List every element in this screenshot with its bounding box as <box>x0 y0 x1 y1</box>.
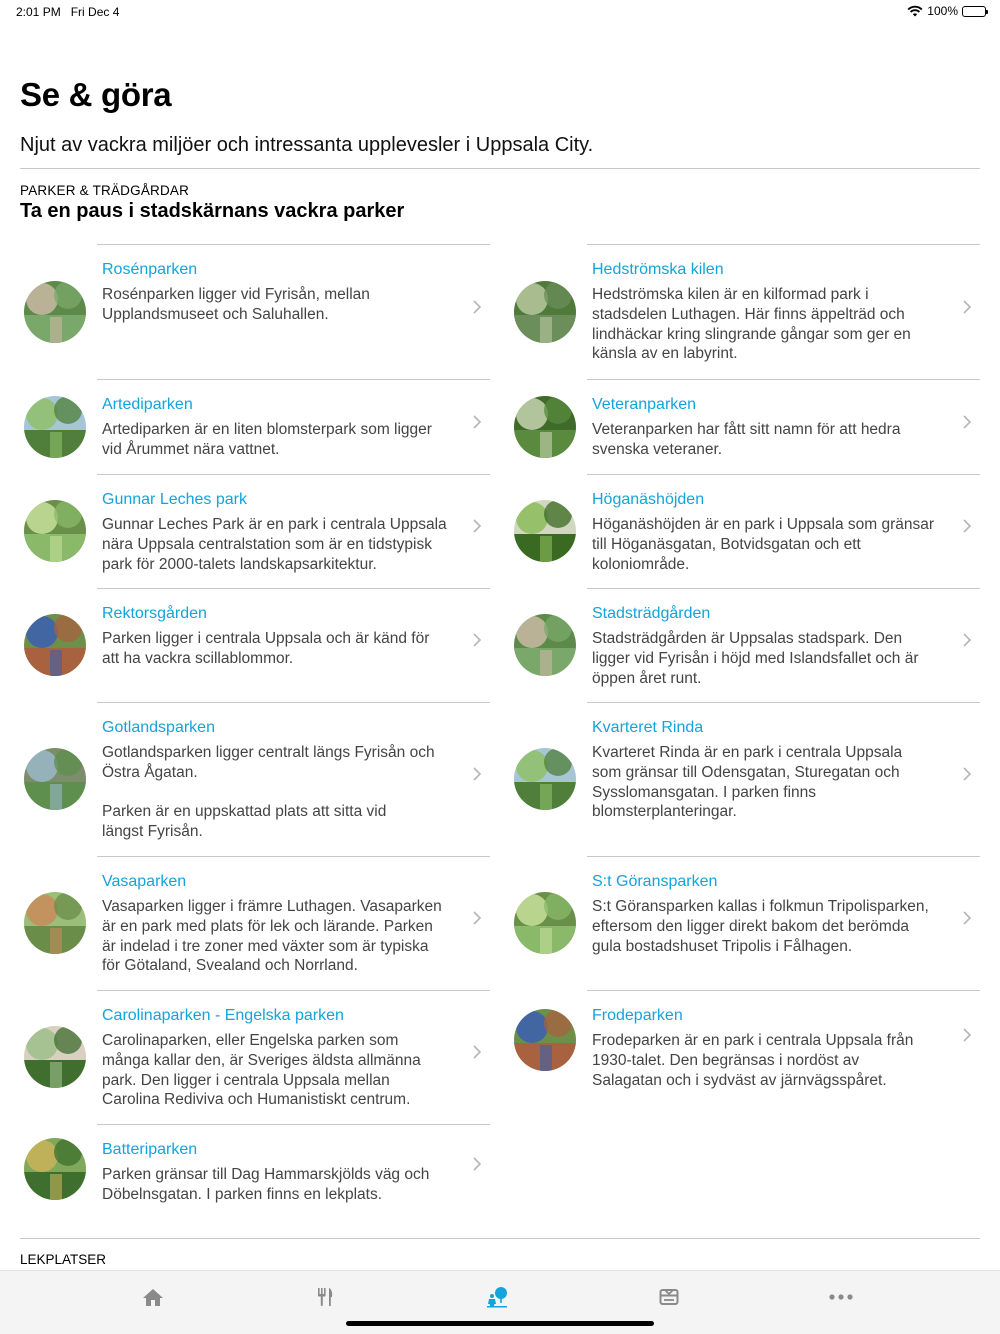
park-description: Carolinaparken, eller Engelska parken som många kallar den, är Sveriges äldsta allmänna park. Den ligger i centrala Uppsala mellan Carolina Rediviva och Humanistiskt centrum. <box>102 1032 421 1109</box>
chevron-right-icon <box>472 910 482 926</box>
park-title: Vasaparken <box>102 873 187 890</box>
tab-tickets[interactable] <box>655 1285 683 1309</box>
park-title: Carolinaparken - Engelska parken <box>102 1007 344 1024</box>
park-list-item[interactable] <box>20 588 490 702</box>
park-list-item[interactable] <box>20 990 490 1124</box>
status-right <box>907 4 986 18</box>
row-separator <box>587 702 980 703</box>
row-separator <box>97 244 490 245</box>
chevron-right-icon <box>962 1027 972 1043</box>
home-icon <box>142 1287 164 1307</box>
chevron-right-icon <box>472 299 482 315</box>
park-title: Frodeparken <box>592 1007 683 1024</box>
park-title: Batteriparken <box>102 1141 198 1158</box>
park-thumbnail <box>24 748 86 810</box>
row-separator <box>97 588 490 589</box>
park-thumbnail <box>24 281 86 343</box>
park-thumbnail <box>514 614 576 676</box>
park-description: Gunnar Leches Park är en park i centrala Uppsala nära Uppsala centralstation som är en tidstypisk park för 2000-talets landskapsarkitektur. <box>102 516 447 573</box>
park-list-item[interactable] <box>510 702 980 856</box>
park-title: Artediparken <box>102 396 193 413</box>
park-thumbnail <box>24 1026 86 1088</box>
row-separator <box>97 474 490 475</box>
chevron-right-icon <box>472 766 482 782</box>
park-description: Parken ligger i centrala Uppsala och är känd för att ha vackra scillablommor. <box>102 630 430 667</box>
park-title: Veteranparken <box>592 396 697 413</box>
park-thumbnail <box>514 500 576 562</box>
section-label: PARKER & TRÄDGÅRDAR <box>20 183 190 198</box>
row-separator <box>587 588 980 589</box>
status-bar <box>0 0 1000 24</box>
row-separator <box>587 379 980 380</box>
park-description: Parken gränsar till Dag Hammarskjölds väg och Döbelnsgatan. I parken finns en lekplats. <box>102 1166 430 1203</box>
park-thumbnail <box>24 500 86 562</box>
chevron-right-icon <box>962 414 972 430</box>
park-list-item[interactable] <box>20 856 490 990</box>
ticket-icon <box>659 1288 679 1306</box>
park-title: Gunnar Leches park <box>102 491 247 508</box>
park-list-item[interactable] <box>20 474 490 588</box>
row-separator <box>97 379 490 380</box>
park-description: Frodeparken är en park i centrala Uppsala från 1930-talet. Den begränsas i nordöst av Salagatan och i sydväst av järnvägsspåret. <box>592 1032 914 1089</box>
park-thumbnail <box>514 281 576 343</box>
chevron-right-icon <box>962 518 972 534</box>
page-subtitle: Njut av vackra miljöer och intressanta upplevesler i Uppsala City. <box>20 134 594 156</box>
battery-icon <box>962 6 986 17</box>
park-thumbnail <box>514 1009 576 1071</box>
row-separator <box>97 856 490 857</box>
park-list-item[interactable] <box>510 990 980 1090</box>
park-description: Vasaparken ligger i främre Luthagen. Vasaparken är en park med plats för lek och lärande. Parken är indelad i tre zoner med växter som är typiska för Götaland, Svealand och Norrland. <box>102 898 442 975</box>
park-thumbnail <box>514 396 576 458</box>
park-title: Gotlandsparken <box>102 719 215 736</box>
tab-more[interactable] <box>827 1285 855 1309</box>
section-heading: Ta en paus i stadskärnans vackra parker <box>20 200 405 222</box>
park-description: Rosénparken ligger vid Fyrisån, mellan Upplandsmuseet och Saluhallen. <box>102 286 370 323</box>
row-separator <box>97 990 490 991</box>
chevron-right-icon <box>962 766 972 782</box>
chevron-right-icon <box>962 632 972 648</box>
page-title: Se & göra <box>20 76 172 113</box>
wifi-icon <box>907 5 923 17</box>
park-title: S:t Göransparken <box>592 873 718 890</box>
park-title: Stadsträdgården <box>592 605 711 622</box>
park-title: Rosénparken <box>102 261 198 278</box>
park-list-item[interactable] <box>20 244 490 379</box>
park-thumbnail <box>24 614 86 676</box>
park-title: Hedströmska kilen <box>592 261 724 278</box>
park-description: Gotlandsparken ligger centralt längs Fyrisån och Östra Ågatan. Parken är en uppskattad plats att sitta vid längst Fyrisån. <box>102 744 435 841</box>
park-list-item[interactable] <box>510 856 980 990</box>
park-thumbnail <box>24 892 86 954</box>
chevron-right-icon <box>472 518 482 534</box>
chevron-right-icon <box>962 299 972 315</box>
park-title: Kvarteret Rinda <box>592 719 704 736</box>
chevron-right-icon <box>962 910 972 926</box>
row-separator <box>97 702 490 703</box>
battery-percent: 100% <box>927 4 958 18</box>
park-title: Rektorsgården <box>102 605 207 622</box>
park-list-item[interactable] <box>20 702 490 856</box>
divider <box>20 168 980 169</box>
park-title: Höganäshöjden <box>592 491 705 508</box>
more-icon <box>829 1294 853 1300</box>
section-label-lekplatser: LEKPLATSER <box>20 1252 107 1267</box>
park-thumbnail <box>24 1138 86 1200</box>
park-description: Veteranparken har fått sitt namn för att hedra svenska veteraner. <box>592 421 901 458</box>
activities-icon <box>486 1286 508 1308</box>
tab-activities[interactable] <box>483 1285 511 1309</box>
park-description: Kvarteret Rinda är en park i centrala Uppsala som gränsar till Odensgatan, Sturegatan och Sysslomansgatan. I parken finns blomsterplanteringar. <box>592 744 903 821</box>
park-description: Höganäshöjden är en park i Uppsala som gränsar till Höganäsgatan, Botvidsgatan och ett koloniområde. <box>592 516 935 573</box>
row-separator <box>97 1124 490 1125</box>
chevron-right-icon <box>472 1156 482 1172</box>
row-separator <box>587 244 980 245</box>
park-list-item[interactable] <box>510 474 980 588</box>
park-thumbnail <box>514 748 576 810</box>
row-separator <box>587 474 980 475</box>
park-thumbnail <box>24 396 86 458</box>
status-time: 2:01 PM Fri Dec 4 <box>16 5 120 19</box>
park-list-item[interactable] <box>510 588 980 702</box>
park-description: S:t Göransparken kallas i folkmun Tripolisparken, eftersom den ligger direkt bakom det berömda gula bostadshuset Tripolis i Fålhagen. <box>592 898 929 955</box>
park-description: Hedströmska kilen är en kilformad park i stadsdelen Luthagen. Här finns äppelträd och lindhäckar kring slingrande gångar som ger en känsla av en labyrint. <box>592 286 911 363</box>
park-description: Stadsträdgården är Uppsalas stadspark. Den ligger vid Fyrisån i höjd med Islandsfallet och är öppen året runt. <box>592 630 919 687</box>
park-thumbnail <box>514 892 576 954</box>
park-list-item[interactable] <box>510 244 980 379</box>
home-indicator <box>346 1321 654 1326</box>
park-list-item[interactable] <box>510 379 980 474</box>
row-separator <box>587 856 980 857</box>
park-description: Artediparken är en liten blomsterpark som ligger vid Årummet nära vattnet. <box>102 421 432 458</box>
divider <box>20 1238 980 1239</box>
chevron-right-icon <box>472 1044 482 1060</box>
row-separator <box>587 990 980 991</box>
chevron-right-icon <box>472 414 482 430</box>
tab-food[interactable] <box>311 1285 339 1309</box>
chevron-right-icon <box>472 632 482 648</box>
tab-home[interactable] <box>139 1285 167 1309</box>
restaurant-icon <box>315 1287 335 1307</box>
park-list-item[interactable] <box>20 379 490 474</box>
park-list-item[interactable] <box>20 1124 490 1214</box>
